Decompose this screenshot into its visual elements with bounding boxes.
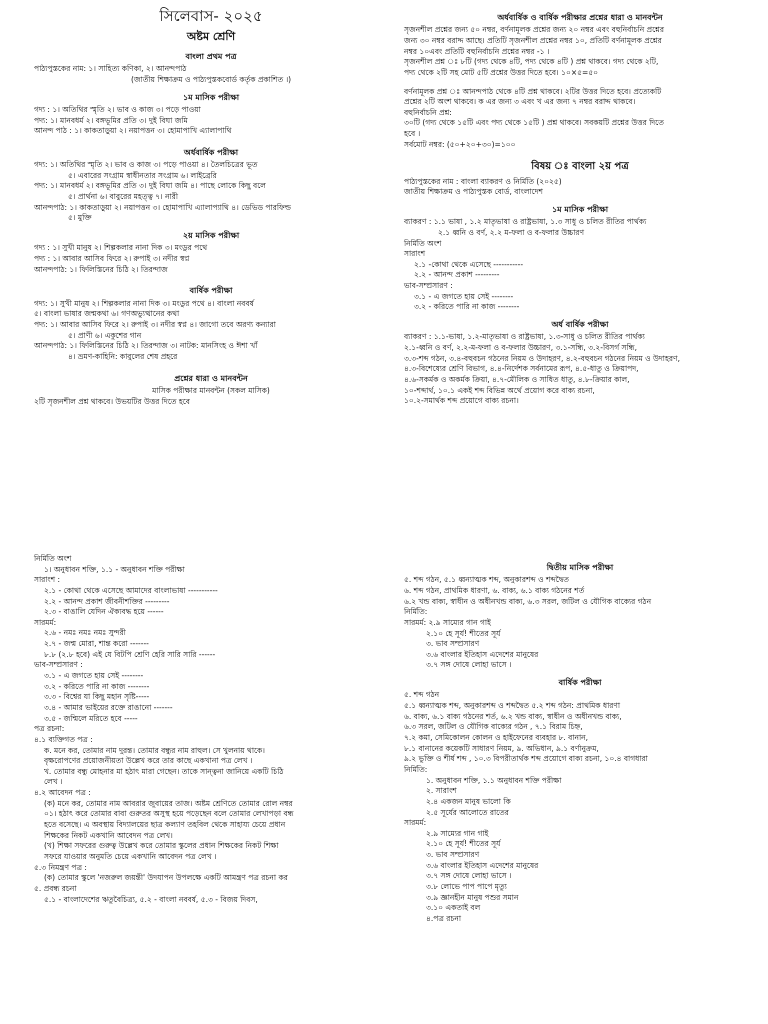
syllabus-line: ৬.২ খন্ড বাক্য, স্বাধীন ও অধীনখন্ড বাক্য, ৬.৩ সরল, জটিল ও যৌগিক বাক্যের গঠন bbox=[404, 596, 652, 606]
syllabus-line: ৫। প্রাণী ৬। একুশের গান bbox=[68, 330, 142, 340]
annual-heading: বার্ষিক পরীক্ষা bbox=[189, 286, 233, 296]
bottom-sheet bbox=[0, 512, 768, 1024]
syllabus-line: খ. তোমার বন্ধু মোহনার মা হঠাৎ মারা গেছেন। তাকে সান্ত্বনা জানিয়ে একটি চিঠি bbox=[44, 766, 284, 776]
syllabus-line: ৪.৬-সকর্মক ও অকর্মক ক্রিয়া, ৪.৭-মৌলিক ও সাধিত ধাতু, ৪.৮-ক্রিয়ার কাল, bbox=[404, 374, 630, 384]
syllabus-line: গদ্য : ১। অতিথির স্মৃতি ২। ভাব ও কাজ ৩। পড়ে পাওয়া bbox=[34, 104, 201, 114]
syllabus-line: নির্মিতি: bbox=[404, 607, 428, 617]
syllabus-line: ১। অনুধাবন শক্তি, ১.১ - অনুধাবন শক্তি পরীক্ষা bbox=[44, 564, 185, 574]
syllabus-line: ৩.৮ লোভে পাপ পাপে মৃত্যু bbox=[426, 882, 507, 892]
syllabus-line: ২.৪ একজন মানুষ ভালো কি bbox=[426, 796, 511, 806]
right-bottom-column bbox=[404, 562, 756, 925]
syllabus-line: আনন্দ পাঠ : ১। কাকতাড়ুয়া ২। নয়াপত্তন ৩। হোমাপাখি এ্যালাপাথি bbox=[34, 126, 232, 136]
syllabus-line: ৩.৬ বাংলার ইতিহাস এদেশের মানুষের bbox=[426, 649, 539, 659]
syllabus-line: পত্র রচনা: bbox=[34, 724, 65, 734]
syllabus-line: ০১। হঠাৎ করে তোমার বাবা গুরুতর অসুস্থ হয়ে পড়েছেন বলে তোমার লেখাপড়া বন্ধ bbox=[44, 809, 294, 819]
syllabus-line: ৮.৮ (২.৮ হবে) এই যে বিটপি শ্রেণি হেরি সারি সারি ------ bbox=[44, 649, 216, 659]
syllabus-line: আনন্দপাঠ: ১। ফিলিস্তিনের চিঠি ২। তিরন্দাজ bbox=[34, 264, 168, 274]
syllabus-line: ২.১ -কোথা থেকে এসেছে ----------- bbox=[414, 259, 524, 269]
syllabus-line: ৩.৩ - বিশ্বের যা কিছু মহান সৃষ্টি----- bbox=[44, 692, 150, 702]
syllabus-line: ৮.১ বানানের কয়েকটি সাধারণ নিয়ম, ৯. অভিধান, ৯.১ বর্ণানুক্রম, bbox=[404, 743, 599, 753]
syllabus-line: সারমর্ম: ২.৯ সাম্যের গান গাই bbox=[404, 617, 491, 627]
syllabus-line: ২. সারাংশ bbox=[426, 786, 457, 796]
syllabus-line: ভাব-সম্প্রসারণ : bbox=[34, 660, 83, 670]
pattern-line: বর্ণনামূলক প্রশ্ন ঃ আনন্দপাঠ থেকে ৪টি প্রশ্ন থাকবে। ২টির উত্তর দিতে হবে। প্রত্যেকটি bbox=[404, 86, 662, 96]
class-title: অষ্টম শ্রেণি bbox=[186, 30, 236, 44]
syllabus-line: ৩. ভাব সম্প্রসারণ bbox=[426, 850, 480, 860]
syllabus-line: ক. মনে কর, তোমার নাম দুরন্ত। তোমার বন্ধুর নাম রাহুল। সে খুলনায় থাকে। bbox=[44, 745, 265, 755]
syllabus-line: ব্যাকরণ : ১.১-ভাষা, ১.২-মাতৃভাষা ও রাষ্ট্রভাষা, ১.৩-সাধু ও চলিত রীতির পার্থক্য bbox=[404, 332, 645, 342]
syllabus-line: ২.১-ধ্বনি ও বর্ণ, ২.২-ম-ফলা ও ব-ফলার উচ্চারণ, ৩.১-সন্ধি, ৩.২-বিসর্গ সন্ধি, bbox=[404, 343, 637, 352]
syllabus-line: ব্যাকরণ : ১.১ ভাষা , ১.২ মাতৃভাষা ও রাষ্ট্রভাষা, ১.৩ সাধু ও চলিত রীতির পার্থক্য bbox=[404, 217, 647, 227]
syllabus-line: ৫.১ ধ্বন্যাত্মক শব্দ, অনুকারশব্দ ও শব্দদ্বৈত ৫.২ শব্দ গঠন: প্রাথমিক ধারণা bbox=[404, 701, 621, 711]
syllabus-line: ৪.২ আবেদন পত্র : bbox=[34, 788, 91, 798]
syllabus-line: সারমর্ম: bbox=[404, 818, 427, 828]
pattern-line: নম্বর ১০এবং প্রতিটি বহুনির্বাচনি প্রশ্নের নম্বর -১ । bbox=[404, 46, 550, 56]
board-name: জাতীয় শিক্ষাক্রম ও পাঠ্যপুস্তক বোর্ড, বাংলাদেশ bbox=[404, 187, 543, 197]
pattern-line: পদ্য থেকে ২টি সহ মোট ৫টি প্রশ্নের উত্তর দিতে হবে। ১০×৫=৫০ bbox=[404, 67, 599, 77]
syllabus-line: হতে বসেছে। এ অবস্থায় বিদ্যালয়ের ছাত্র কল্যাণ তহবিল থেকে সাহায্য চেয়ে প্রধান bbox=[44, 820, 286, 830]
syllabus-line: সফরে যাওয়ার অনুমতি চেয়ে একখানি আবেদন পত্র লেখ । bbox=[44, 851, 217, 861]
syllabus-line: ৫.৩ নিমন্ত্রণ পত্র : bbox=[34, 862, 87, 872]
syllabus-line: গদ্য : ১। সুখী মানুষ ২। শিল্পকলার নানা দিক ৩। মংডুর পথে bbox=[34, 243, 208, 253]
half-yearly-heading: অর্ধ বার্ষিক পরীক্ষা bbox=[551, 320, 609, 329]
syllabus-line: ২.৯ সাম্যের গান গাই bbox=[426, 828, 489, 838]
syllabus-line: ৪.৩-বিশেষ্যের শ্রেণি বিভাগ, ৪.৪-নির্দেশক সর্বনামের রূপ, ৪.৫-ধাতু ও ক্রিয়াপদ, bbox=[404, 364, 639, 374]
syllabus-line: শিক্ষকের নিকট একখানি আবেদন পত্র লেখ। bbox=[44, 830, 173, 840]
syllabus-line: ৩.৩-শব্দ গঠন, ৩.৪-বহুবচন গঠনের নিয়ম ও উদাহরণ, ৪.২-বহুবচন গঠনের নিয়ম ও উদাহরণ, bbox=[404, 353, 680, 363]
question-pattern-sub: মাসিক পরীক্ষার মানবন্টন (সকল মাসিক) bbox=[152, 385, 270, 395]
syllabus-line: পদ্য: ১। মানবধর্ম ২। বঙ্গভূমির প্রতি ৩। দুই বিঘা জমি ৪। পাছে লোকে কিছু বলে bbox=[34, 181, 266, 191]
pattern-line: বহুনির্বাচনি প্রশ্ন: bbox=[404, 107, 452, 117]
syllabus-line: ২.২ - আনন্দ প্রকাশ জীবনীশক্তির --------- bbox=[44, 596, 170, 606]
syllabus-line: ৭.২ কমা, সেমিকোলন কোলন ও হাইফেনের ব্যবহার ৮. বানান, bbox=[404, 733, 589, 743]
syllabus-line: ৩.৫ - জন্মিলে মরিতে হবে ----- bbox=[44, 713, 138, 723]
board-note: (জাতীয় শিক্ষাক্রম ও পাঠ্যপুস্তকবোর্ড কর্তৃক প্রকাশিত ।) bbox=[130, 74, 292, 84]
syllabus-line: ৫। বাংলা ভাষার জন্মকথা ৬। গণঅভ্যুত্থানের কথা bbox=[34, 309, 180, 319]
pattern-line: জন্য ৩০ নম্বর বরাদ্দ আছে। প্রতিটি সৃজনশীল প্রশ্নের নম্বর ১০, প্রতিটি বর্ণনামূলক প্রশ্নের bbox=[404, 36, 662, 45]
syllabus-line: গদ্য: ১। অতিথির স্মৃতি ২। ভাব ও কাজ ৩। পড়ে পাওয়া ৪। তৈলচিত্রের ভূত bbox=[34, 160, 258, 170]
syllabus-line: ৫. প্রবন্ধ রচনা bbox=[34, 883, 77, 893]
monthly-1-heading: ১ম মাসিক পরীক্ষা bbox=[182, 92, 240, 102]
textbook-name: পাঠ্যপুস্তকের নাম : বাংলা ব্যাকরণ ও নির্মিতি (২০২৫) bbox=[404, 176, 562, 186]
syllabus-line: ৫। মুক্তি bbox=[68, 213, 92, 223]
syllabus-line: ২.১ ধ্বনি ও বর্ণ, ২.২ ম-ফলা ও ব-ফলার উচ্চারণ bbox=[438, 227, 585, 237]
syllabus-line: ৩.২ - করিতে পারি না কাজ -------- bbox=[414, 302, 520, 312]
textbook-names: পাঠ্যপুস্তকের নাম: ১। সাহিত্য কণিকা, ২। আনন্দপাঠ bbox=[34, 64, 187, 74]
syllabus-line: (খ) শিক্ষা সফরের গুরুত্ব উল্লেখ করে তোমার স্কুলের প্রধান শিক্ষকের নিকট শিক্ষা bbox=[44, 841, 279, 851]
syllabus-line: লেখ । bbox=[44, 777, 63, 787]
syllabus-line: ৩.১ - এ জগতে হায় সেই -------- bbox=[414, 291, 514, 301]
syllabus-line: (ক) তোমার স্কুলে 'নজরুল জয়ন্তী' উদযাপন উপলক্ষে একটি আমন্ত্রণ পত্র রচনা কর bbox=[44, 873, 288, 883]
right-top-column bbox=[404, 12, 756, 407]
syllabus-line: ৪.পত্র রচনা bbox=[426, 913, 462, 923]
pattern-line: সৃজনশীল প্রশ্নের জন্য ৫০ নম্বর, বর্ণনামূলক প্রশ্নের জন্য ২০ নম্বর এবং বহুনির্বাচনি প্রশ্নের bbox=[404, 25, 665, 35]
syllabus-line: ১০.২-সমার্থক শব্দ প্রয়োগে বাক্য রচনা। bbox=[404, 396, 519, 406]
syllabus-line: আনন্দপাঠ: ১। ফিলিস্তিনের চিঠি ২। তিরন্দাজ ৩। নাটক: মানসিংহ ও ঈশা খাঁ bbox=[34, 341, 258, 351]
pattern-title: অর্ধবার্ষিক ও বার্ষিক পরীক্ষার প্রশ্নের ধারা ও মানবন্টন bbox=[497, 13, 663, 22]
syllabus-line: সারমর্ম: bbox=[34, 617, 57, 627]
left-top-column bbox=[34, 0, 388, 407]
syllabus-line: সারাংশ bbox=[404, 249, 426, 259]
syllabus-line: আনন্দপাঠ: ১। কাকতাড়ুয়া ২। নয়াপত্তন ৩। হোমাপাখি এ্যালাপ্যাথি ৪। ডেভিড পারফিল্ড bbox=[34, 202, 291, 212]
pattern-line: সৃজনশীল প্রশ্ন ঃ ৮টি (গদ্য থেকে ৪টি, পদ্য থেকে ৪টি ) প্রশ্ন থাকবে। গদ্য থেকে ২টি, bbox=[404, 57, 659, 67]
syllabus-line: ৪। ভ্রমণ-কাহিনি: কাবুলের শেষ প্রহরে bbox=[68, 351, 178, 361]
syllabus-line: ৩.৯ জ্ঞানহীন মানুষ পশুর সমান bbox=[426, 892, 519, 902]
syllabus-line: ৫. শব্দ গঠন, ৫.১ ধ্বন্যাত্মক শব্দ, অনুকারশব্দ ও শব্দদ্বৈত bbox=[404, 575, 569, 585]
syllabus-line: (ক) মনে কর, তোমার নাম আবরার জুবায়ের তাজ। অষ্টম শ্রেণিতে তোমার রোল নম্বর bbox=[44, 798, 293, 808]
syllabus-line: ২.৫ সূর্যের আলোতে রাতের bbox=[426, 807, 509, 817]
syllabus-line: বৃক্ষরোপণের প্রয়োজনীয়তা উল্লেখ করে তার কাছে একখানা পত্র লেখ । bbox=[44, 756, 253, 766]
monthly-1-heading: ১ম মাসিক পরীক্ষা bbox=[551, 204, 609, 214]
syllabus-line: ২.১০ হে সূর্য! শীতের সূর্য bbox=[426, 839, 501, 849]
syllabus-line: ৩.১০ একতাই বল bbox=[426, 903, 481, 913]
question-pattern-heading: প্রশ্নের ধারা ও মানবন্টন bbox=[174, 373, 248, 383]
syllabus-line: পদ্য : ১। আবার আসিব ফিরে ২। রুপাই ৩। নদীর স্বপ্ন bbox=[34, 254, 190, 264]
syllabus-line: ১০-শব্দার্থ, ১০.১ একই শব্দ বিভিন্ন অর্থে প্রয়োগ করে বাক্য রচনা, bbox=[404, 385, 595, 395]
syllabus-line: ১. অনুধাবন শক্তি, ১.১ অনুধাবন শক্তি পরীক্ষা bbox=[426, 775, 562, 785]
syllabus-line: ৪.১ ব্যক্তিগত পত্র : bbox=[34, 734, 93, 744]
subject-heading: বাংলা প্রথম পত্র bbox=[185, 51, 237, 61]
syllabus-line: গদ্য: ১। সুখী মানুষ ২। শিল্পকলার নানা দিক ৩। মংডুর পথে ৪। বাংলা নববর্ষ bbox=[34, 298, 254, 308]
syllabus-line: ২.২ - আনন্দ প্রকাশ --------- bbox=[414, 270, 500, 280]
syllabus-line: পদ্য: ১। আবার আসিব ফিরে ২। রুপাই ৩। নদীর স্বপ্ন ৪। জাগো তবে অরণ্য কন্যারা bbox=[34, 319, 276, 329]
syllabus-line: ২.৬ - নমঃ নমঃ নমঃ সুন্দরী bbox=[44, 628, 126, 638]
left-bottom-column bbox=[34, 554, 388, 905]
syllabus-line: পদ্য: ১। মানবধর্ম ২। বঙ্গভূমির প্রতি ৩। দুই বিঘা জমি bbox=[34, 115, 188, 125]
syllabus-line: ৬. বাক্য, ৬.১ বাক্য গঠনের শর্ত, ৬.২ খন্ড বাক্য, স্বাধীন ও অধীনখন্ড বাক্য, bbox=[404, 711, 622, 721]
syllabus-line: ৫। এবারের সংগ্রাম স্বাধীনতার সংগ্রাম ৬। লাইব্রেরি bbox=[68, 170, 217, 180]
subject-2-heading: বিষয় ঃ বাংলা ২য় পত্র bbox=[531, 161, 629, 173]
syllabus-line: ২.১ - কোথা থেকে এসেছে আমাদের বাংলাভাষা ----------- bbox=[44, 585, 218, 595]
syllabus-line: ৩. ভাব সম্প্রসারণ bbox=[426, 639, 480, 649]
question-pattern-line: ২টি সৃজনশীল প্রশ্ন থাকবে। উভয়টির উত্তর দিতে হবে bbox=[34, 396, 190, 406]
syllabus-line: ৫. শব্দ গঠন bbox=[404, 690, 440, 700]
syllabus-line: ৬.৩ সরল, জটিল ও যৌগিক বাক্যের গঠন , ৭.১ বিরাম চিহ্ন, bbox=[404, 722, 583, 732]
annual-heading: বার্ষিক পরীক্ষা bbox=[558, 678, 602, 688]
syllabus-line: ৩.৭ সঙ্গ দোষে লোহা ভাসে । bbox=[426, 660, 512, 670]
syllabus-line: নির্মিতি অংশ bbox=[404, 238, 442, 248]
syllabus-line: ২.৩ - বাঙালি যেদিন ঐক্যবদ্ধ হয়ে ------ bbox=[44, 607, 164, 617]
monthly-2-heading: দ্বিতীয় মাসিক পরীক্ষা bbox=[546, 563, 614, 572]
syllabus-line: ৫.১ - বাংলাদেশের ঋতুবৈচিত্র্য, ৫.২ - বাংলা নববর্ষ, ৫.৩ - বিজয় দিবস, bbox=[44, 894, 258, 904]
syllabus-line: ৩.১ - এ জগতে হায় সেই -------- bbox=[44, 671, 144, 681]
syllabus-line: ৩.২ - করিতে পারি না কাজ -------- bbox=[44, 681, 150, 691]
syllabus-line: ৫। প্রার্থনা ৬। বাবুরের মহত্ত্ব ৭। নারী bbox=[68, 192, 179, 202]
syllabus-line: ৩.৬ বাংলার ইতিহাস এদেশের মানুষের bbox=[426, 860, 539, 870]
syllabus-line: নির্মিতি: bbox=[404, 764, 428, 774]
half-yearly-heading: অর্ধবার্ষিক পরীক্ষা bbox=[183, 147, 239, 157]
syllabus-line: ৯.২ ভুক্তি ও শীর্ষ শব্দ , ১০.৩ বিপরীতার্থক শব্দ প্রয়োগে বাক্য রচনা, ১০.৪ বাগধারা bbox=[404, 754, 648, 764]
pattern-line: হবে । bbox=[404, 129, 421, 139]
syllabus-title: সিলেবাস- ২০২৫ bbox=[159, 7, 263, 25]
pattern-line: সর্বমোট নম্বর: (৫০+২০+৩০)=১০০ bbox=[404, 139, 516, 149]
pattern-line: ৩০টি (গদ্য থেকে ১৫টি এবং পদ্য থেকে ১৫টি ) প্রশ্ন থাকবে। সবকয়টি প্রশ্নের উত্তর দিতে bbox=[404, 118, 664, 128]
syllabus-line: সারাংশ : bbox=[34, 575, 61, 585]
syllabus-line: ২.১০ হে সূর্য! শীতের সূর্য bbox=[426, 628, 501, 638]
syllabus-line: ৩.৪ - আমার ভাইয়ের রক্তে রাঙানো ------- bbox=[44, 702, 173, 712]
syllabus-line: ২.৭ - জন্ম মোরা, শান্ত করো ------- bbox=[44, 639, 149, 649]
pattern-line: প্রশ্নের ২টি অংশ থাকবে। ক এর জন্য ৩ এবং খ এর জন্য ৭ নম্বর বরাদ্দ থাকবে। bbox=[404, 97, 636, 107]
syllabus-line: ভাব-সম্প্রসারণ : bbox=[404, 281, 453, 291]
syllabus-line: ৩.৭ সঙ্গ দোষে লোহা ভাসে । bbox=[426, 871, 512, 881]
syllabus-line: নির্মিতি অংশ bbox=[34, 554, 72, 563]
syllabus-line: ৬. শব্দ গঠন, প্রাথমিক ধারণা, ৬. বাক্য, ৬.১ বাক্য গঠনের শর্ত bbox=[404, 586, 585, 595]
monthly-2-heading: ২য় মাসিক পরীক্ষা bbox=[182, 231, 240, 241]
